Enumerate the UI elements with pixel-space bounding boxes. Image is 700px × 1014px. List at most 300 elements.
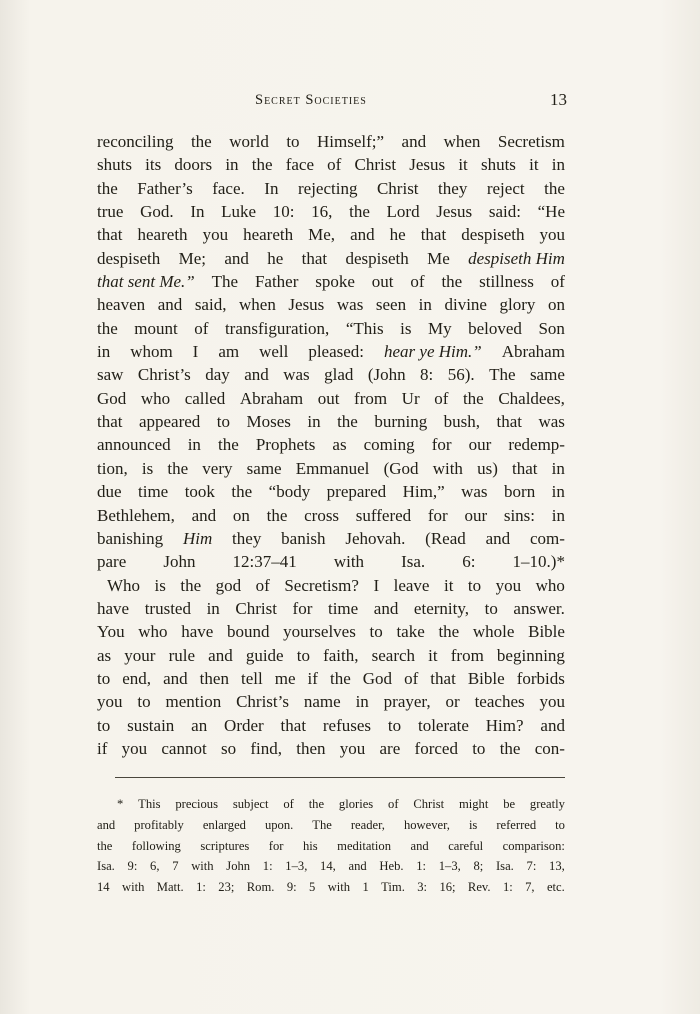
word: end, [122,668,152,688]
word: for [427,505,448,525]
word: you [495,575,522,595]
word: to [97,715,111,735]
word: of [388,797,399,811]
word: Son [538,318,565,338]
word: scriptures [200,838,250,853]
word: and [485,528,511,548]
word: In [190,202,205,222]
word: the [499,738,521,758]
word: Isa. [401,552,426,572]
word: Him,” [402,482,445,502]
word: of [283,797,294,811]
word: with [327,880,351,895]
word: “He [537,202,565,222]
word: reconciling [97,132,174,151]
word: sustain [127,715,175,735]
word: the [97,838,113,853]
word: is [400,318,412,338]
word: whole [472,622,515,642]
word: it [529,155,539,175]
body-line [97,690,565,713]
body-line [97,480,565,503]
word: when [239,295,276,315]
word: In [264,178,279,198]
word: face [285,155,314,175]
word: 56). [447,365,475,385]
word: the [97,178,118,198]
word: to [555,817,565,832]
word: the [190,132,212,151]
word: the [97,318,118,338]
word: that [512,458,538,478]
word: 5 [309,880,316,895]
word: shuts [480,155,516,175]
word: you [539,225,565,245]
word: yourselves [283,622,356,642]
word: as [332,435,347,455]
word: Abraham [501,342,565,362]
word: 7 [172,859,179,874]
word: meditation [337,838,392,853]
word: prayer, [383,692,431,712]
word: 13, [549,859,565,874]
word: I [192,342,199,362]
footnote [97,794,565,898]
word: 10: [272,202,295,222]
word: 8; [473,859,484,874]
word: Ur [401,388,420,408]
word: and [97,817,116,832]
word: called [184,388,226,408]
word: Father [254,272,299,292]
word: spoke [315,272,355,292]
word: greatly [529,797,565,811]
word: with [121,880,145,895]
word: god [215,575,242,595]
body-line [97,574,565,597]
word: same [246,458,282,478]
word: banish [281,528,326,548]
word: and [163,668,188,688]
word: Himself;” [317,132,385,151]
word: that sent Me.” [97,272,195,292]
word: you [97,692,123,712]
footnote-line [97,815,565,836]
word: it [443,575,454,595]
body-line [97,293,565,316]
footnote-line [97,794,565,815]
body-line [97,223,565,246]
body-line [97,550,565,573]
word: true [97,202,124,222]
word: is [468,817,478,832]
word: 1: [416,859,427,874]
word: transfiguration, [224,318,330,338]
word: in [355,692,369,712]
word: tell [240,668,263,688]
word: when [443,132,481,151]
word: on [232,505,250,525]
word: banishing [97,528,164,548]
word: Secretism? [284,575,359,595]
word: you [339,738,366,758]
word: referred [496,817,537,832]
word: who [140,388,171,408]
word: it [458,155,468,175]
word: despiseth [461,225,525,245]
word: out [317,388,340,408]
word: God. [140,202,174,222]
word: with [191,859,214,874]
word: mention [165,692,222,712]
body-line [97,317,565,340]
word: 23; [218,880,235,895]
word: Me; [178,248,207,268]
word: Jesus [409,155,446,175]
word: 7, [525,880,535,895]
word: coming [363,435,415,455]
word: 7: [526,859,537,874]
word: precious [175,797,219,811]
word: an [191,715,208,735]
word: reader, [350,817,385,832]
word: Matt. [156,880,184,895]
word: to [296,645,310,665]
word: 3: [417,880,428,895]
word: glory [499,295,536,315]
word: if [307,668,318,688]
word: face. [212,178,245,198]
word: “This [345,318,384,338]
word: said: [488,202,521,222]
word: beloved [468,318,522,338]
word: out [371,272,394,292]
word: doors [174,155,213,175]
word: in [551,458,565,478]
word: mount [134,318,178,338]
word: Moses [246,412,291,432]
word: hear ye Him.” [383,342,482,362]
word: us) [477,458,498,478]
word: leave [393,575,430,595]
body-line [97,153,565,176]
word: stillness [479,272,534,292]
word: took [184,482,215,502]
word: “body [268,482,311,502]
word: heaven [97,295,146,315]
word: 9: [286,880,297,895]
word: they [232,528,262,548]
word: for [431,435,452,455]
word: to [467,575,482,595]
word: he [389,225,406,245]
word: (John [367,365,406,385]
word: have [181,622,214,642]
body-line [97,597,565,620]
word: rejecting [297,178,358,198]
word: careful [448,838,484,853]
word: prepared [326,482,387,502]
word: com- [529,528,565,548]
word: I [373,575,380,595]
word: in [97,342,111,362]
word: faith, [323,645,359,665]
page-number: 13 [550,90,567,109]
word: to [387,715,402,735]
word: Father’s [137,178,193,198]
word: Secretism [497,132,565,151]
word: seen [375,295,407,315]
word: me [274,668,296,688]
body-line [97,340,565,363]
word: then [296,738,326,758]
word: pare [97,552,127,572]
word: This [138,797,161,811]
word: your [124,645,156,665]
word: born [504,482,536,502]
word: from [450,645,484,665]
word: very [202,458,233,478]
word: Jesus [436,202,473,222]
word: bush, [443,412,481,432]
word: world [229,132,269,151]
word: (Read [425,528,466,548]
word: heareth [243,225,294,245]
word: of [550,272,565,292]
footnote-line [97,836,565,857]
body-line [97,410,565,433]
word: 6: [462,552,476,572]
word: Me, [308,225,336,245]
word: tolerate [417,715,469,735]
word: pleased: [308,342,365,362]
word: he [267,248,284,268]
word: to [369,622,383,642]
word: and [350,225,375,245]
word: 1: [502,880,513,895]
word: with [333,552,365,572]
word: burning [374,412,428,432]
body-line [97,363,565,386]
word: glad [324,365,354,385]
word: they [438,178,468,198]
footnote-line [97,877,565,898]
word: and [348,859,367,874]
word: the [218,435,239,455]
word: Christ’s [137,365,191,385]
word: in [187,435,201,455]
word: and [157,295,183,315]
word: was [283,365,310,385]
word: then [199,668,229,688]
word: Christ [235,598,277,618]
word: that [280,715,307,735]
body-line [97,457,565,480]
word: be [503,797,516,811]
word: guide [245,645,284,665]
word: in [206,598,220,618]
word: God [97,388,127,408]
word: 1–3, [285,859,308,874]
body-line [97,644,565,667]
word: 9: [127,859,138,874]
word: find, [250,738,282,758]
word: despiseth [345,248,409,268]
word: to [484,598,498,618]
word: Christ [354,155,397,175]
word: have [97,598,130,618]
word: 14 [97,880,110,895]
word: profitably [134,817,184,832]
word: 12:37–41 [232,552,297,572]
word: glories [338,797,374,811]
word: * [117,797,124,811]
word: 1–10.)* [512,552,565,572]
word: beginning [496,645,565,665]
word: announced [97,435,171,455]
word: with [432,458,463,478]
word: Christ’s [236,692,289,712]
word: on [547,295,565,315]
body-line [97,270,565,293]
word: search [371,645,416,665]
word: the [167,458,189,478]
word: am [218,342,240,362]
word: well [259,342,289,362]
word: Bethlehem, [97,505,175,525]
body-line [97,247,565,270]
word: rule [168,645,196,665]
word: in [551,505,565,525]
word: heareth [137,225,188,245]
word: Bible [528,622,565,642]
word: 1 [362,880,369,895]
word: God [362,668,393,688]
word: appeared [138,412,201,432]
word: Chaldees, [498,388,565,408]
word: so [220,738,237,758]
word: that [301,248,328,268]
word: was [461,482,488,502]
word: 16; [439,880,456,895]
word: bound [226,622,270,642]
word: or [445,692,460,712]
word: the [349,202,370,222]
body-text [97,130,565,760]
word: redemp- [508,435,565,455]
word: My [427,318,452,338]
word: 8: [420,365,434,385]
word: time [138,482,169,502]
word: the [251,155,273,175]
word: the [308,797,325,811]
body-line [97,433,565,456]
word: his [302,838,318,853]
body-line [97,177,565,200]
word: refuses [322,715,372,735]
word: in [418,295,432,315]
word: its [145,155,162,175]
word: in [551,482,565,502]
word: in [551,155,565,175]
word: of [434,388,449,408]
body-line [97,620,565,643]
word: teaches [474,692,525,712]
word: sins: [503,505,536,525]
word: our [468,435,492,455]
word: comparison: [502,838,565,853]
word: as [97,645,112,665]
word: day [205,365,230,385]
word: The [312,817,332,832]
word: to [97,668,111,688]
word: the [544,178,565,198]
word: shuts [97,155,132,175]
word: Christ [413,797,445,811]
word: is [154,575,166,595]
word: enlarged [202,817,246,832]
word: divine [444,295,487,315]
word: subject [232,797,269,811]
word: the [231,482,253,502]
word: (God [383,458,419,478]
word: from [354,388,388,408]
body-line [97,714,565,737]
word: Bible [467,668,505,688]
word: said, [194,295,227,315]
word: The [489,365,516,385]
word: in [225,155,239,175]
word: due [97,482,122,502]
word: and [373,598,399,618]
body-line [97,200,565,223]
word: and [401,132,427,151]
word: Who [107,575,141,595]
word: Tim. [381,880,405,895]
word: con- [534,738,565,758]
word: Prophets [255,435,316,455]
word: take [396,622,425,642]
word: 14, [320,859,336,874]
footnote-line [97,856,565,877]
body-line [97,387,565,410]
footnote-rule [115,777,565,778]
page-header [97,92,567,114]
word: Jesus [288,295,325,315]
word: and [244,365,269,385]
word: answer. [513,598,565,618]
word: Emmanuel [295,458,370,478]
word: forbids [516,668,565,688]
word: 1: [196,880,206,895]
running-title: Secret Societies [255,92,367,108]
word: and [540,715,565,735]
word: Me [427,248,450,268]
body-line [97,130,565,153]
word: You [97,622,125,642]
body-line [97,737,565,760]
word: 1–3, [438,859,461,874]
word: our [464,505,488,525]
word: Isa. [97,859,115,874]
word: etc. [546,880,565,895]
word: 16, [311,202,333,222]
word: Luke [221,202,257,222]
word: Jehovah. [345,528,406,548]
body-line [97,504,565,527]
word: was [538,412,565,432]
word: that [420,225,447,245]
